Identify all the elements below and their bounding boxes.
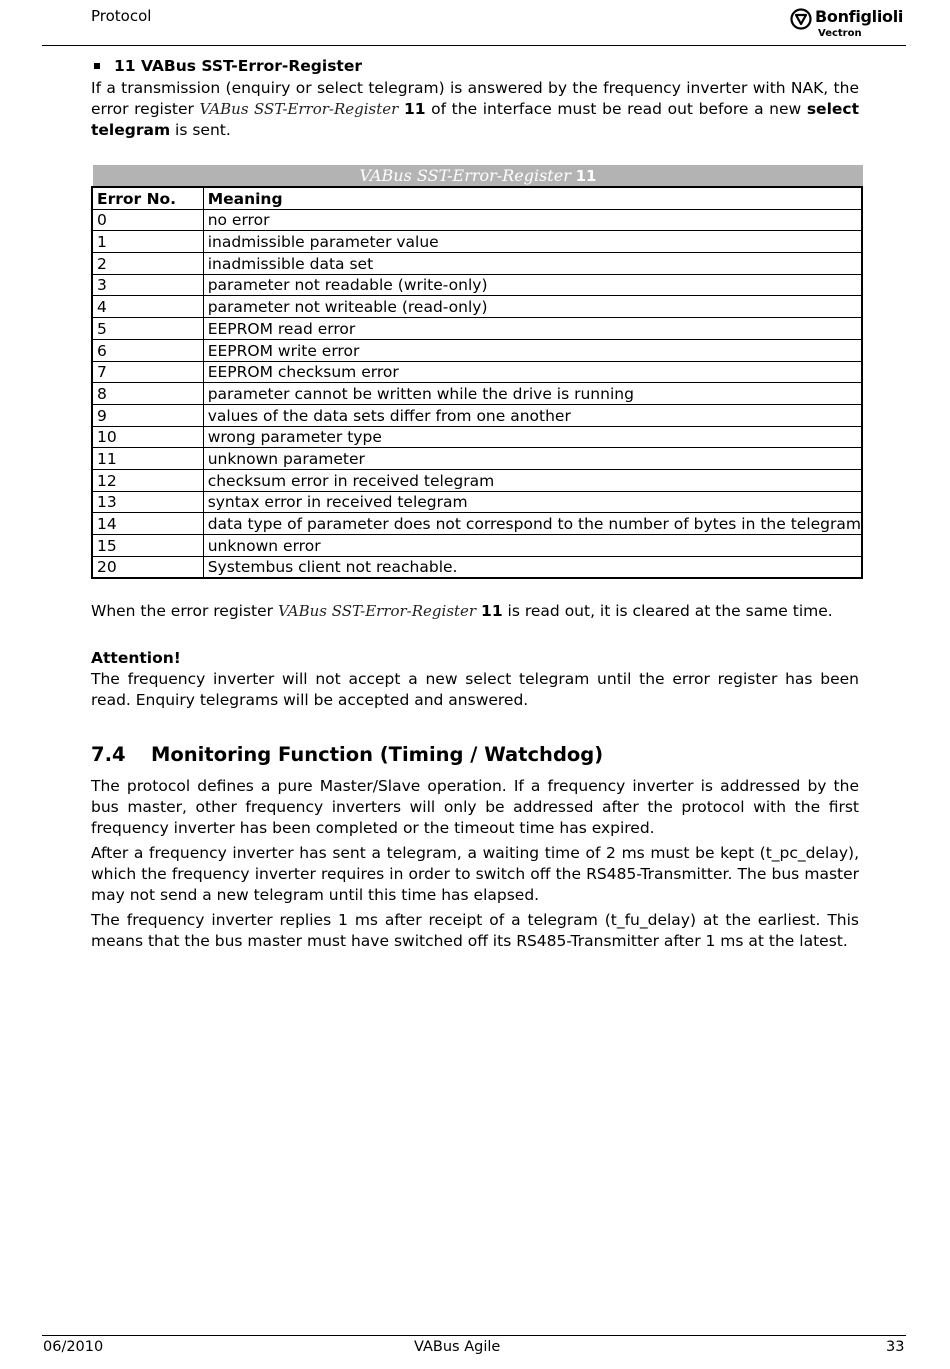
intro-param-name: VABus SST-Error-Register <box>199 100 399 118</box>
section-title: Monitoring Function (Timing / Watchdog) <box>151 743 604 767</box>
error-number-cell: 6 <box>92 339 203 361</box>
error-meaning-cell: unknown error <box>203 535 862 557</box>
bullet-heading <box>91 54 859 78</box>
after-table-paragraph <box>91 601 859 622</box>
brand-subname: Vectron <box>818 28 862 39</box>
error-meaning-cell: checksum error in received telegram <box>203 469 862 491</box>
error-meaning-cell: inadmissible parameter value <box>203 231 862 253</box>
error-meaning-cell: inadmissible data set <box>203 253 862 275</box>
error-number-cell: 7 <box>92 361 203 383</box>
table-header-row <box>92 187 862 209</box>
bonfiglioli-logo-icon <box>790 8 812 30</box>
footer-page-number: 33 <box>886 1339 905 1355</box>
error-number-cell: 3 <box>92 274 203 296</box>
error-meaning-cell: parameter not readable (write-only) <box>203 274 862 296</box>
after-param-num: 11 <box>481 602 503 621</box>
brand-logo <box>790 7 910 45</box>
error-number-cell: 5 <box>92 318 203 340</box>
error-meaning-cell: EEPROM checksum error <box>203 361 862 383</box>
intro-paragraph <box>91 78 859 141</box>
table-row <box>92 296 862 318</box>
intro-param-num: 11 <box>403 100 426 118</box>
error-number-cell: 9 <box>92 404 203 426</box>
table-row <box>92 469 862 491</box>
error-number-cell: 8 <box>92 383 203 405</box>
table-row <box>92 274 862 296</box>
error-table-block <box>91 165 863 579</box>
attention-text: The frequency inverter will not accept a new select telegram until the error register has been read. Enquiry telegrams will be accepted and answered. <box>91 670 859 710</box>
after-text-1: When the error register <box>91 602 278 621</box>
table-title-name: VABus SST-Error-Register <box>359 166 571 185</box>
table-row <box>92 231 862 253</box>
error-meaning-cell: EEPROM write error <box>203 339 862 361</box>
error-number-cell: 15 <box>92 535 203 557</box>
table-row <box>92 339 862 361</box>
after-text-2: is read out, it is cleared at the same time. <box>502 602 833 621</box>
table-row <box>92 513 862 535</box>
error-number-cell: 0 <box>92 209 203 231</box>
table-row <box>92 383 862 405</box>
section-number: 7.4 <box>91 743 126 767</box>
square-bullet-icon <box>94 63 100 69</box>
table-row <box>92 556 862 578</box>
table-row <box>92 535 862 557</box>
error-meaning-cell: EEPROM read error <box>203 318 862 340</box>
brand-name: Bonfiglioli <box>815 7 904 26</box>
error-number-cell: 10 <box>92 426 203 448</box>
error-meaning-cell: data type of parameter does not correspond to the number of bytes in the telegram <box>203 513 862 535</box>
error-number-cell: 1 <box>92 231 203 253</box>
column-header-meaning: Meaning <box>203 187 862 209</box>
section-paragraph: The protocol defines a pure Master/Slave operation. If a frequency inverter is addressed by the bus master, other frequency inverters will only be addressed after the protocol with the first frequency inverter has been completed or the timeout time has expired. <box>91 777 859 838</box>
footer-date: 06/2010 <box>43 1339 104 1355</box>
attention-heading: Attention! <box>91 649 181 668</box>
column-header-error-no: Error No. <box>92 187 203 209</box>
error-meaning-cell: wrong parameter type <box>203 426 862 448</box>
table-title <box>93 165 863 186</box>
section-paragraph: After a frequency inverter has sent a telegram, a waiting time of 2 ms must be kept (t_pc_delay), which the frequency inverter requires in order to switch off the RS485-Transmitter. The bus master may not send a new telegram until this time has elapsed. <box>91 844 859 905</box>
footer-document-title: VABus Agile <box>414 1339 501 1355</box>
table-row <box>92 253 862 275</box>
table-row <box>92 209 862 231</box>
error-number-cell: 4 <box>92 296 203 318</box>
bullet-heading-text: 11 VABus SST-Error-Register <box>114 57 362 75</box>
after-param-name: VABus SST-Error-Register <box>277 602 477 621</box>
error-meaning-cell: parameter cannot be written while the drive is running <box>203 383 862 405</box>
error-number-cell: 11 <box>92 448 203 470</box>
error-meaning-cell: syntax error in received telegram <box>203 491 862 513</box>
table-row <box>92 404 862 426</box>
header-divider <box>42 45 906 46</box>
main-content <box>91 54 859 952</box>
table-row <box>92 426 862 448</box>
error-meaning-cell: unknown parameter <box>203 448 862 470</box>
intro-bold-word: select telegram <box>91 100 859 139</box>
error-number-cell: 12 <box>92 469 203 491</box>
intro-text-3: is sent. <box>170 121 231 139</box>
table-row <box>92 361 862 383</box>
error-number-cell: 13 <box>92 491 203 513</box>
error-table <box>91 186 863 579</box>
intro-text-2: of the interface must be read out before a new <box>425 100 807 118</box>
section-paragraph: The frequency inverter replies 1 ms after receipt of a telegram (t_fu_delay) at the earliest. This means that the bus master must have switched off its RS485-Transmitter after 1 ms at the latest. <box>91 911 859 951</box>
error-number-cell: 2 <box>92 253 203 275</box>
intro-text-1: If a transmission (enquiry or select telegram) is answered by the frequency inverter with NAK, the error register <box>91 79 859 118</box>
error-number-cell: 14 <box>92 513 203 535</box>
table-title-num: 11 <box>575 167 597 185</box>
table-row <box>92 491 862 513</box>
error-meaning-cell: no error <box>203 209 862 231</box>
table-row <box>92 318 862 340</box>
header-section-title: Protocol <box>91 7 152 25</box>
error-meaning-cell: Systembus client not reachable. <box>203 556 862 578</box>
table-row <box>92 448 862 470</box>
footer-divider <box>42 1335 906 1336</box>
error-meaning-cell: parameter not writeable (read-only) <box>203 296 862 318</box>
error-number-cell: 20 <box>92 556 203 578</box>
section-heading <box>91 742 859 768</box>
error-meaning-cell: values of the data sets differ from one another <box>203 404 862 426</box>
